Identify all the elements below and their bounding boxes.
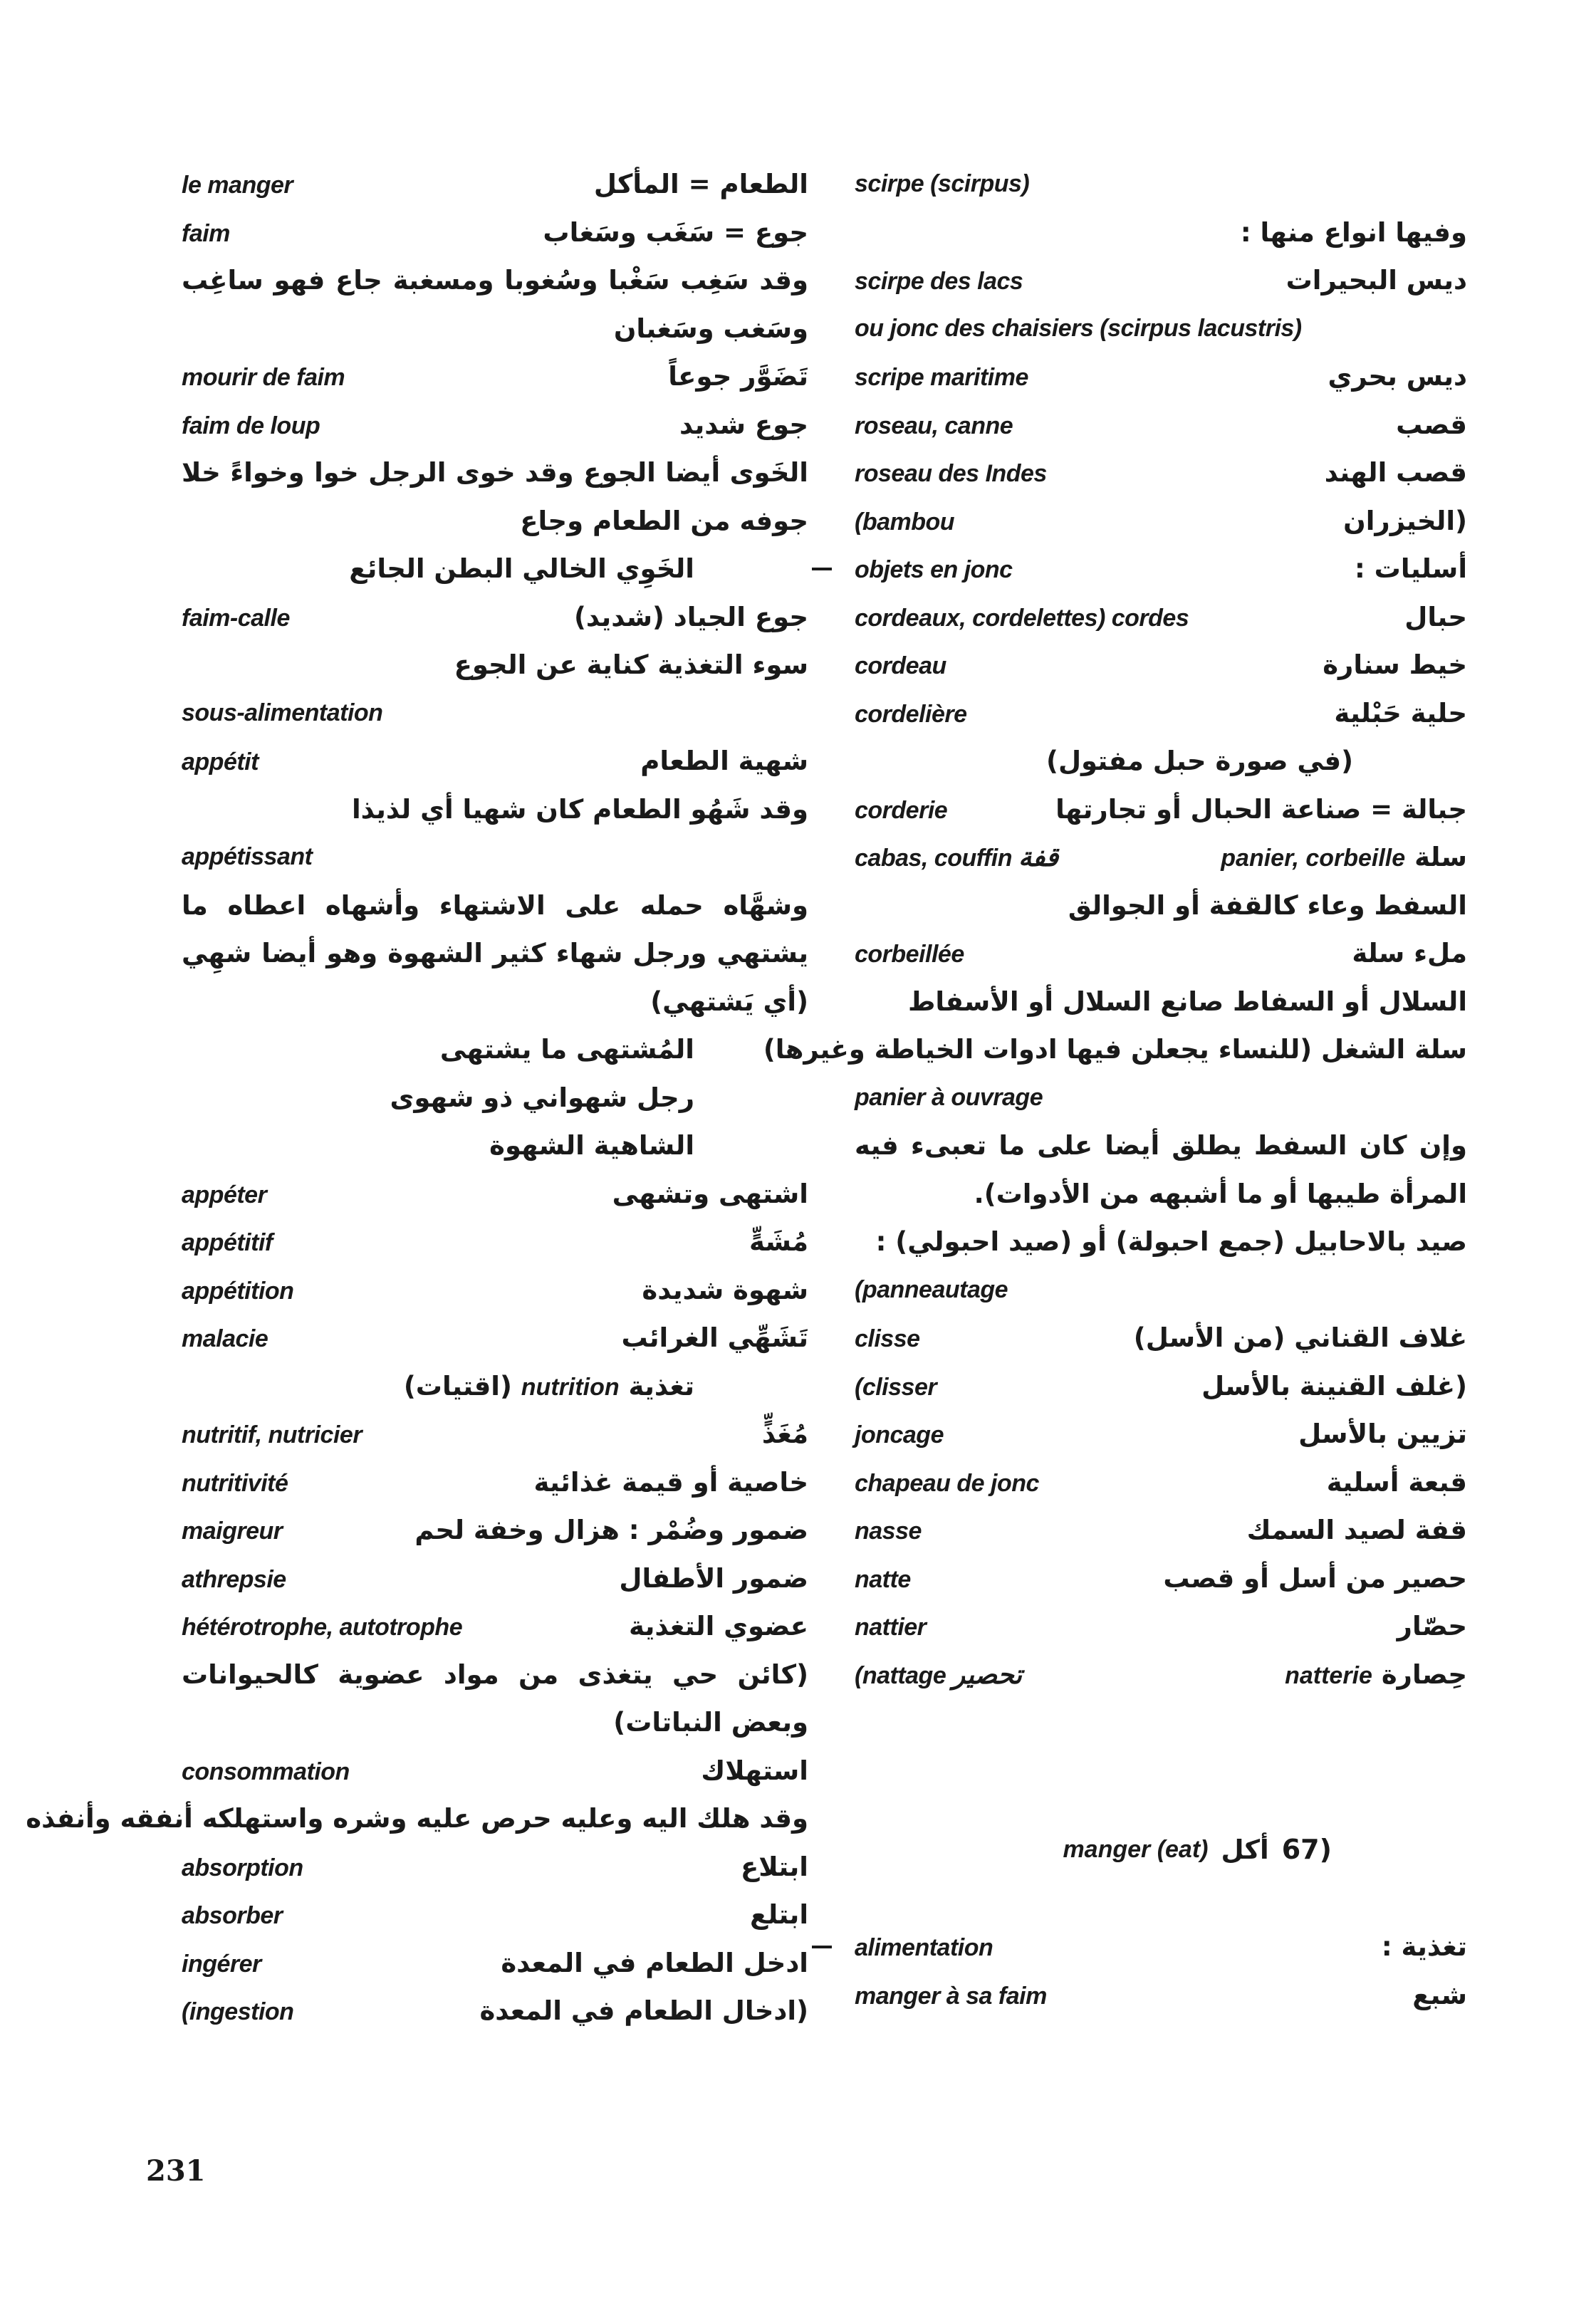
entry-fr: cordeaux, cordelettes) cordes xyxy=(855,604,1189,632)
entry-fr: malacie xyxy=(182,1325,268,1352)
entry-fr-line: appétissant xyxy=(182,843,313,870)
entry-ar: (غلف القنينة بالأسل xyxy=(1201,1370,1467,1401)
entry-fr: appéter xyxy=(182,1181,267,1208)
entry-ar: قصب xyxy=(1396,409,1467,440)
entry-ar-line: سوء التغذية كناية عن الجوع xyxy=(454,649,808,680)
entry-fr-line: sous-alimentation xyxy=(182,699,383,726)
entry-fr: chapeau de jonc xyxy=(855,1469,1039,1497)
entry-ar-tail: (اقتيات) xyxy=(403,1370,512,1401)
entry-fr: alimentation xyxy=(855,1934,993,1961)
entry-row xyxy=(182,1170,808,1218)
entry-row xyxy=(855,1410,1467,1458)
entry-row xyxy=(855,1362,1467,1411)
entry-ar-line: الخَوِي الخالي البطن الجائع xyxy=(349,553,694,584)
entry-fr: maigreur xyxy=(182,1518,283,1545)
entry-paragraph: وشهَّاه حمله على الاشتهاء وأشهاه اعطاه ما يشتهي ورجل شهاء كثير الشهوة وهو أيضا شهِي (أي يَشتهي) xyxy=(182,889,808,1017)
section-dash xyxy=(812,1946,832,1948)
entry-fr-text: cabas, couffin xyxy=(855,845,1012,872)
entry-row xyxy=(855,1602,1467,1651)
entry-row xyxy=(182,1939,808,1988)
entry-row xyxy=(182,401,808,449)
entry-ar: قبعة أسلية xyxy=(1326,1466,1467,1498)
entry-fr-inline: panier, corbeille xyxy=(1221,845,1406,872)
entry-row xyxy=(182,593,808,642)
entry-row xyxy=(855,449,1467,497)
entry-ar: أسليات : xyxy=(1354,553,1467,584)
entry-fr: scripe maritime xyxy=(855,364,1028,391)
entry-row xyxy=(182,737,808,785)
entry-fr-line: ou jonc des chaisiers (scirpus lacustris) xyxy=(855,314,1302,342)
entry-ar-line: صيد بالاحابيل (جمع احبولة) أو (صيد احبولي) : xyxy=(875,1226,1467,1257)
entry-ar: جبالة = صناعة الحبال أو تجارتها xyxy=(1055,793,1467,825)
entry-fr: corderie xyxy=(855,796,948,824)
entry-ar-line: رجل شهواني ذو شهوى xyxy=(390,1082,694,1113)
entry-ar: الطعام = المأكل xyxy=(593,169,808,199)
entry-ar-text: سلة xyxy=(1414,842,1467,872)
entry-ar: اشتهى وتشهى xyxy=(612,1178,808,1209)
entry-row xyxy=(182,1987,808,2035)
entry-ar-line: السفط وعاء كالقفة أو الجوالق xyxy=(1068,889,1467,921)
entry-row xyxy=(855,593,1467,642)
entry-fr: athrepsie xyxy=(182,1565,286,1593)
entry-paragraph: (كائن حي يتغذى من مواد عضوية كالحيوانات وبعض النباتات) xyxy=(182,1659,808,1738)
entry-row xyxy=(182,1218,808,1266)
entry-row xyxy=(855,1314,1467,1362)
entry-fr: mourir de faim xyxy=(182,364,345,391)
entry-paragraph: الخَوى أيضا الجوع وقد خوى الرجل خوا وخواءً خلا جوفه من الطعام وجاع xyxy=(182,457,808,536)
entry-ar: جوع = سَغَب وسَغاب xyxy=(543,216,808,248)
entry-row xyxy=(855,929,1467,978)
section-title-fr: manger (eat) xyxy=(1063,1835,1209,1863)
entry-row xyxy=(182,209,808,257)
entry-ar-line: الشاهية الشهوة xyxy=(489,1130,694,1161)
entry-row xyxy=(182,1602,808,1651)
section-number: (67 xyxy=(1281,1834,1332,1865)
entry-row xyxy=(855,689,1467,738)
entry-ar-line: (في صورة حبل مفتول) xyxy=(1046,746,1353,776)
entry-fr: (clisser xyxy=(855,1373,937,1401)
entry-ar: مُغَذٍّ xyxy=(761,1419,808,1449)
entry-fr: roseau des Indes xyxy=(855,460,1047,487)
entry-row xyxy=(855,1651,1467,1699)
entry-row xyxy=(182,1506,808,1555)
entry-ar: ضمور الأطفال xyxy=(619,1562,808,1594)
entry-ar: شبع xyxy=(1412,1979,1467,2010)
section-heading xyxy=(1033,1824,1332,1874)
entry-row xyxy=(182,1410,808,1458)
entry-row xyxy=(855,1506,1467,1555)
entry-row xyxy=(182,1266,808,1315)
entry-fr: le manger xyxy=(182,172,293,199)
entry-fr: clisse xyxy=(855,1325,920,1352)
entry-ar: حلية حَبْلية xyxy=(1334,697,1467,729)
entry-row xyxy=(182,1314,808,1362)
entry-fr: nutritivité xyxy=(182,1469,288,1497)
entry-row xyxy=(855,641,1467,689)
entry-fr: nasse xyxy=(855,1518,922,1545)
entry-fr xyxy=(855,833,1058,883)
entry-paragraph: وقد سَغِب سَغْبا وسُغوبا ومسغبة جاع فهو ساغِب وسَغب وسَغبان xyxy=(182,265,808,344)
entry-ar: جوع الجياد (شديد) xyxy=(574,601,808,632)
entry-ar: تغذية xyxy=(628,1370,694,1401)
entry-ar: حبال xyxy=(1404,601,1467,632)
entry-ar: حصّار xyxy=(1397,1611,1467,1641)
entry-row xyxy=(855,1923,1467,1971)
entry-row xyxy=(855,256,1467,305)
entry-row xyxy=(855,497,1467,545)
entry-ar-text: حِصارة xyxy=(1381,1659,1467,1690)
entry-ar xyxy=(1221,833,1467,883)
entry-fr-line: scirpe (scirpus) xyxy=(855,170,1030,197)
entry-ar-line: وقد هلك اليه وعليه حرص عليه وشره واستهلكه أنفقه وأنفذه xyxy=(26,1803,808,1834)
entry-fr-line: (panneautage xyxy=(855,1275,1008,1303)
entry-fr: cordelière xyxy=(855,700,967,728)
left-column xyxy=(26,160,808,2035)
entry-ar: استهلاك xyxy=(701,1755,808,1786)
entry-fr: joncage xyxy=(855,1421,944,1448)
entry-row xyxy=(182,1843,808,1891)
entry-ar: خيط سنارة xyxy=(1323,649,1467,680)
entry-row xyxy=(182,1747,808,1795)
entry-row xyxy=(855,785,1467,834)
entry-fr-inline: nutrition xyxy=(521,1373,620,1401)
entry-ar: قصب الهند xyxy=(1324,457,1467,488)
entry-ar: ابتلاع xyxy=(740,1851,808,1882)
entry-fr: consommation xyxy=(182,1758,350,1785)
entry-ar: ديس بحري xyxy=(1328,361,1467,392)
entry-ar-line: وفيها انواع منها : xyxy=(1240,216,1467,248)
entry-fr: natte xyxy=(855,1565,911,1593)
entry-row xyxy=(855,833,1467,882)
right-column-bottom xyxy=(855,1923,1467,2019)
entry-ar: غلاف القناني (من الأسل) xyxy=(1133,1322,1467,1353)
entry-fr: cordeau xyxy=(855,652,946,679)
entry-fr: absorber xyxy=(182,1902,283,1929)
entry-ar: عضوي التغذية xyxy=(629,1611,808,1641)
entry-fr: scirpe des lacs xyxy=(855,268,1023,295)
entry-ar: ابتلع xyxy=(749,1899,808,1930)
entry-fr-text: (nattage xyxy=(855,1661,946,1689)
entry-ar-line xyxy=(182,1362,808,1411)
entry-ar xyxy=(1285,1651,1467,1701)
entry-fr: nutritif, nutricier xyxy=(182,1421,363,1448)
entry-fr: absorption xyxy=(182,1854,303,1881)
entry-ar: تَضَوَّر جوعاً xyxy=(668,361,808,392)
entry-row xyxy=(182,353,808,401)
entry-ar-tail: قفة xyxy=(1018,842,1059,872)
entry-ar: تَشَهِّي الغرائب xyxy=(621,1322,808,1353)
section-title-ar: أكل xyxy=(1221,1834,1269,1865)
entry-fr: ingérer xyxy=(182,1950,261,1978)
entry-row xyxy=(182,1555,808,1603)
entry-row xyxy=(855,353,1467,401)
entry-ar: شهية الطعام xyxy=(640,746,808,776)
entry-ar: ضمور وضُمْر : هزال وخفة لحم xyxy=(414,1515,808,1545)
entry-row xyxy=(855,1458,1467,1507)
entry-fr-inline: natterie xyxy=(1285,1661,1372,1689)
entry-fr: hétérotrophe, autotrophe xyxy=(182,1614,463,1641)
entry-ar-line: المُشتهى ما يشتهى xyxy=(439,1034,694,1065)
entry-fr: objets en jonc xyxy=(855,556,1013,583)
entry-row xyxy=(855,1555,1467,1603)
entry-row xyxy=(855,545,1467,593)
entry-fr: faim-calle xyxy=(182,604,290,632)
entry-fr: appétit xyxy=(182,748,259,776)
entry-row xyxy=(182,1458,808,1507)
entry-row xyxy=(182,1891,808,1939)
entry-fr: roseau, canne xyxy=(855,412,1013,439)
entry-ar: خاصية أو قيمة غذائية xyxy=(533,1466,808,1498)
entry-fr xyxy=(855,1651,1022,1701)
entry-fr: appétitif xyxy=(182,1229,273,1256)
page-number: 231 xyxy=(146,2154,206,2188)
entry-ar: قفة لصيد السمك xyxy=(1246,1515,1467,1545)
entry-ar: شهوة شديدة xyxy=(642,1274,808,1305)
section-dash xyxy=(812,568,832,570)
entry-fr: (ingestion xyxy=(182,1998,294,2025)
entry-fr: appétition xyxy=(182,1277,294,1305)
entry-fr: (bambou xyxy=(855,508,955,536)
entry-paragraph: وإن كان السفط يطلق أيضا على ما تعبىء فيه المرأة طيبها أو ما أشبهه من الأدوات). xyxy=(855,1130,1467,1209)
entry-ar: (الخيزران xyxy=(1343,505,1467,536)
entry-ar: تزيين بالأسل xyxy=(1298,1419,1467,1449)
entry-ar: حصير من أسل أو قصب xyxy=(1163,1562,1467,1594)
entry-ar: (ادخال الطعام في المعدة xyxy=(479,1995,808,2026)
entry-ar-line: السلال أو السفاط صانع السلال أو الأسفاط xyxy=(907,986,1467,1017)
entry-ar-line: سلة الشغل (للنساء يجعلن فيها ادوات الخياطة وغيرها) xyxy=(763,1034,1467,1065)
entry-fr: faim de loup xyxy=(182,412,320,439)
entry-row xyxy=(855,401,1467,449)
entry-ar-tail: تحصير xyxy=(952,1659,1023,1690)
entry-ar: تغذية : xyxy=(1381,1931,1467,1962)
entry-fr: faim xyxy=(182,219,230,247)
entry-row xyxy=(855,1971,1467,2020)
entry-fr: manger à sa faim xyxy=(855,1982,1047,2010)
entry-fr: nattier xyxy=(855,1614,927,1641)
entry-ar-line: وقد شَهُو الطعام كان شهيا أي لذيذا xyxy=(351,793,808,825)
entry-ar: مُشَهٍّ xyxy=(749,1226,808,1257)
entry-row xyxy=(182,160,808,209)
entry-ar: جوع شديد xyxy=(679,409,808,440)
entry-ar: ادخل الطعام في المعدة xyxy=(501,1947,808,1978)
entry-fr-line: panier à ouvrage xyxy=(855,1083,1043,1111)
entry-ar: ملء سلة xyxy=(1352,938,1467,969)
entry-fr: corbeillée xyxy=(855,941,964,968)
entry-ar: ديس البحيرات xyxy=(1285,265,1467,296)
